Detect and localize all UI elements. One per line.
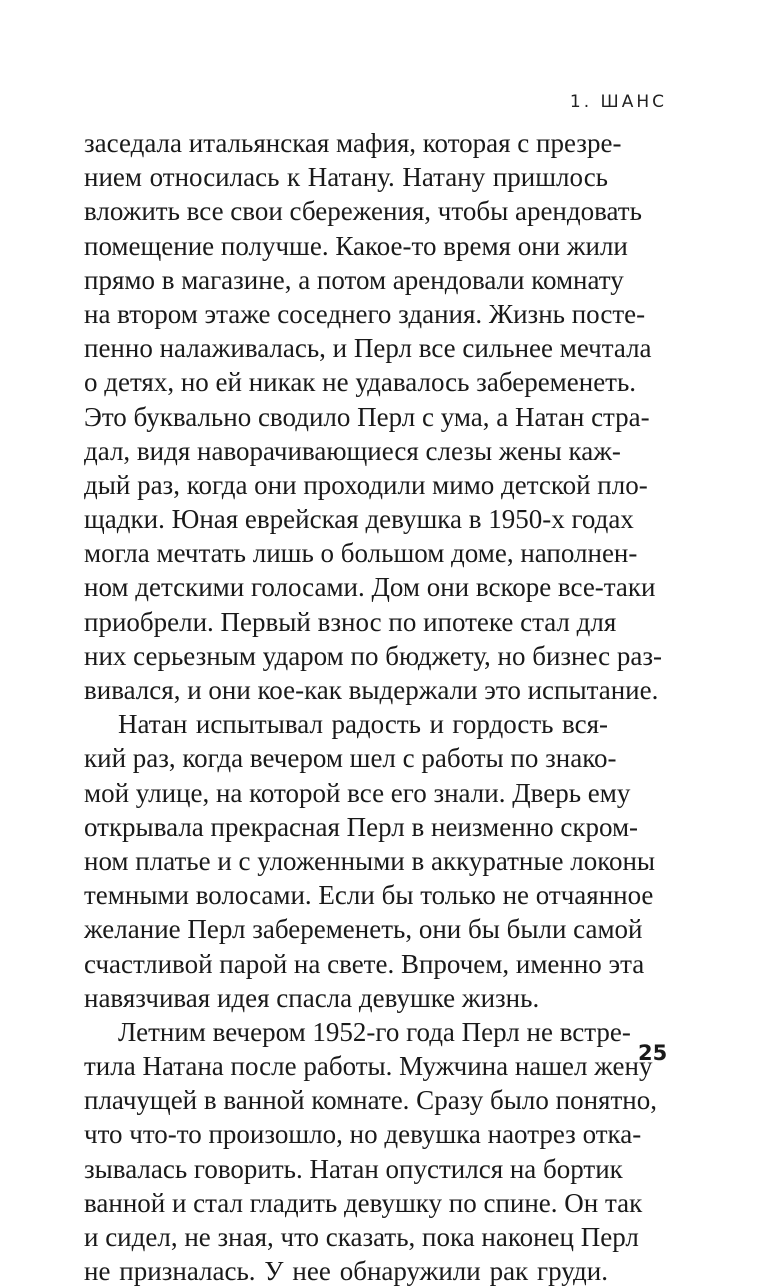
text-line: открывала прекрасная Перл в неизменно скром- <box>84 811 639 842</box>
text-line: мой улице, на которой все его знали. Дверь ему <box>84 777 631 808</box>
text-line: о детях, но ей никак не удавалось забеременеть. <box>84 367 637 398</box>
text-line: приобрели. Первый взнос по ипотеке стал для <box>84 606 617 637</box>
text-line: прямо в магазине, а потом арендовали комнату <box>84 264 624 295</box>
text-line: тила Натана после работы. Мужчина нашел жену <box>84 1051 653 1082</box>
text-line: кий раз, когда вечером шел с работы по знако- <box>84 743 617 774</box>
text-line: счастливой парой на свете. Впрочем, именно эта <box>84 948 645 979</box>
text-line: желание Перл забеременеть, они бы были самой <box>84 914 643 945</box>
text-line: них серьезным ударом по бюджету, но бизнес раз- <box>84 640 663 671</box>
text-line: могла мечтать лишь о большом доме, наполнен- <box>84 538 638 569</box>
text-line: вложить все свои сбережения, чтобы арендовать <box>84 196 642 227</box>
text-line: помещение получше. Какое-то время они жили <box>84 230 628 261</box>
text-line: и сидел, не зная, что сказать, пока наконец Перл <box>84 1222 639 1252</box>
text-line: ном детскими голосами. Дом они вскоре все-таки <box>84 572 656 603</box>
text-line: щадки. Юная еврейская девушка в 1950-х годах <box>84 504 634 535</box>
running-head: 1. ШАНС <box>569 92 667 112</box>
text-line: нием относилась к Натану. Натану пришлось <box>84 162 608 193</box>
text-line: навязчивая идея спасла девушке жизнь. <box>84 982 540 1013</box>
text-line: не призналась. У нее обнаружили рак груди. <box>84 1256 608 1287</box>
text-line: ном платье и с уложенными в аккуратные локоны <box>84 845 656 876</box>
text-line: зывалась говорить. Натан опустился на бортик <box>84 1153 623 1184</box>
text-line: заседала итальянская мафия, которая с презре- <box>84 128 622 158</box>
text-line: что что-то произошло, но девушка наотрез отка- <box>84 1119 642 1150</box>
text-line: на втором этаже соседнего здания. Жизнь посте- <box>84 298 646 329</box>
text-line: дал, видя наворачивающиеся слезы жены каж- <box>84 435 621 466</box>
text-line: дый раз, когда они проходили мимо детской пло- <box>84 469 648 500</box>
page-number: 25 <box>638 1041 668 1065</box>
text-line: Это буквально сводило Перл с ума, а Натан стра- <box>84 401 650 432</box>
text-line: Натан испытывал радость и гордость вся- <box>118 709 608 740</box>
text-line: Летним вечером 1952-го года Перл не встре- <box>118 1016 631 1047</box>
text-line: пенно налаживалась, и Перл все сильнее мечтала <box>84 333 652 364</box>
text-line: темными волосами. Если бы только не отчаянное <box>84 880 654 911</box>
text-line: ванной и стал гладить девушку по спине. Он так <box>84 1187 643 1218</box>
text-line: вивался, и они кое-как выдержали это испытание. <box>84 675 659 705</box>
text-line: плачущей в ванной комнате. Сразу было понятно, <box>84 1085 657 1116</box>
